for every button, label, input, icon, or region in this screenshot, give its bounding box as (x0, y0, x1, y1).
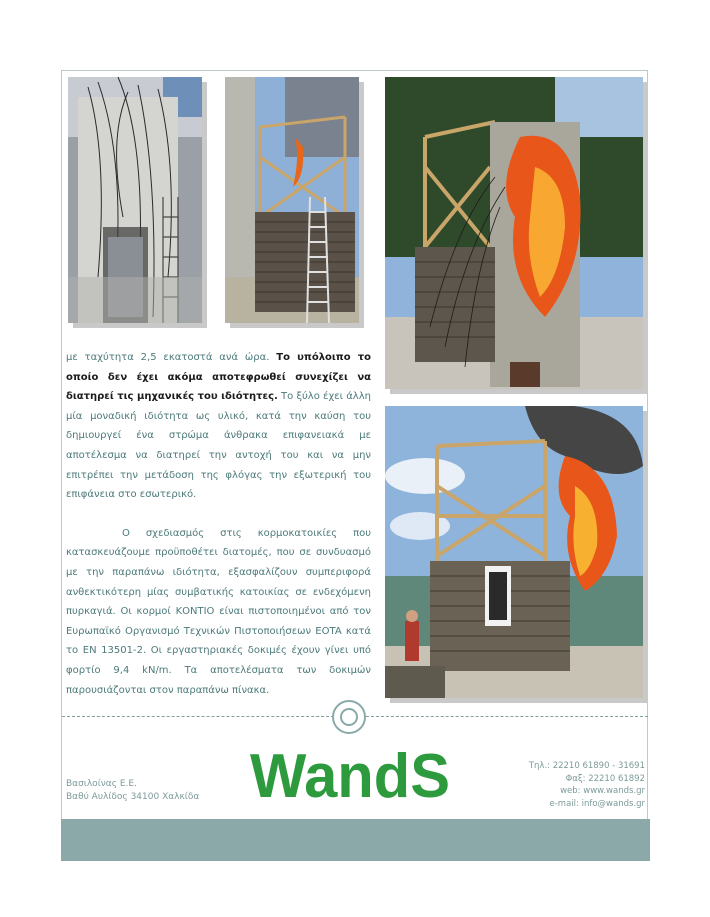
paragraph-1-bold: Το υπόλοιπο το οποίο δεν έχει ακόμα αποτεφρωθεί συνεχίζει να διατηρεί τις μηχανικές του ιδιότητες. (66, 352, 371, 403)
logo-text: WandS (250, 742, 450, 810)
company-name: Βασιλοίνας Ε.Ε. (66, 779, 137, 789)
divider-circle-icon (332, 700, 366, 734)
fax-text: Φαξ: 22210 61892 (565, 773, 645, 784)
paragraph-1-rest: Το ξύλο έχει άλλη μία μοναδική ιδιότητα ως υλικό, κατά την καύση του δημιουργεί ένα στρώμα άνθρακα επιφανειακά με αποτέλεσμα να διατηρεί την αντοχή του και να μην επιτρέπει την μετάδοση της φλόγας την εξωτερική του επιφάνεια στο εσωτερικό. (66, 391, 371, 501)
web-link[interactable]: web: www.wands.gr (560, 786, 645, 796)
divider-circle-inner-icon (340, 708, 358, 726)
email-link[interactable]: e-mail: info@wands.gr (549, 798, 645, 809)
wall-fire-photo (385, 77, 643, 389)
footer-bar (61, 819, 650, 861)
footer-contact (529, 760, 645, 810)
paragraph-1 (66, 348, 371, 505)
footer-address (66, 778, 199, 804)
house-fire-photo (385, 406, 643, 698)
paragraph-1-start: με ταχύτητα 2,5 εκατοστά ανά ώρα. (66, 352, 270, 363)
company-address: Βαθύ Αυλίδος 34100 Χαλκίδα (66, 792, 200, 802)
wands-logo (250, 735, 455, 810)
burnt-wall-photo (68, 77, 202, 323)
tower-test-photo (225, 77, 359, 323)
body-text (66, 348, 371, 700)
phone-text: Τηλ.: 22210 61890 - 31691 (528, 761, 645, 771)
paragraph-2: Ο σχεδιασμός στις κορμοκατοικίες που κατασκευάζουμε προϋποθέτει διατομές, που σε συνδυασμό με την παραπάνω ιδιότητα, εξασφαλίζουν συμπεριφορά ανθεκτικότερη μίας συμβατικής κατοικίας σε ενδεχόμενη πυρκαγιά. Οι κορμοί ΚΟΝΤΙΟ είναι πιστοποιημένοι από τον Ευρωπαϊκό Οργανισμό Τεχνικών Πιστοποιήσεων EOTA κατά το EN 13501-2. Οι εργαστηριακές δοκιμές έχουν γίνει υπό φορτίο 9,4 kN/m. Τα αποτελέσματα των δοκιμών παρουσιάζονται στον παραπάνω πίνακα. (66, 527, 371, 696)
